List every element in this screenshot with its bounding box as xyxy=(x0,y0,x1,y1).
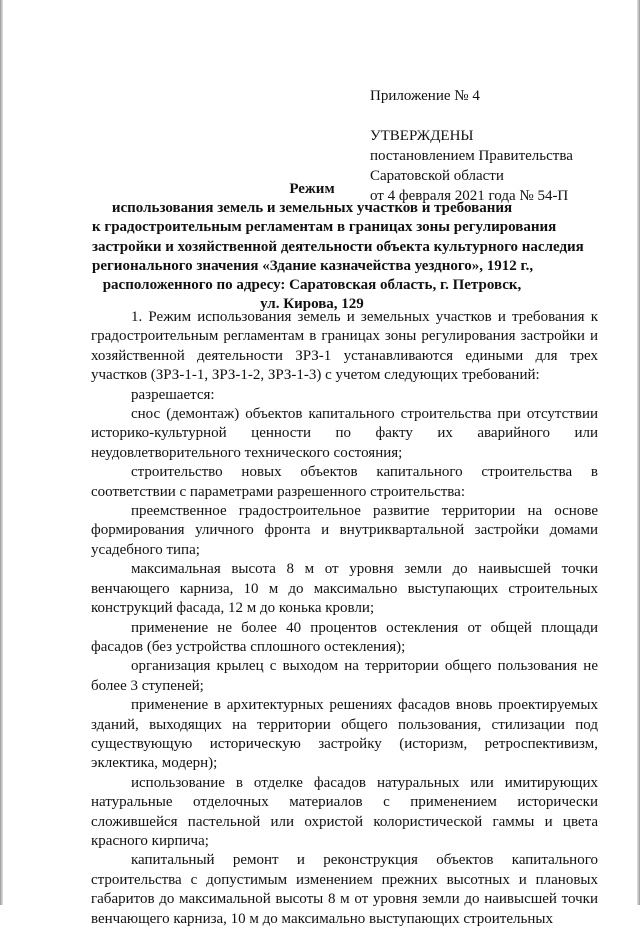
body-paragraph: применение в архитектурных решениях фасадов вновь проектируемых зданий, выходящих на территории общего пользования, стилизации под существующую историческую застройку (историзм, ретроспективизм, эклектика, модерн); xyxy=(91,697,598,772)
spacer xyxy=(370,106,620,126)
body-paragraph: строительство новых объектов капитального строительства в соответствии с параметрами разрешенного строительства: xyxy=(91,464,598,500)
title-line: к градостроительным регламентам в границах зоны регулирования xyxy=(92,219,557,236)
body-paragraph: 1. Режим использования земель и земельных участков и требования к градостроительным регламентам в границах зоны регулирования застройки и хозяйственной деятельности ЗРЗ-1 устанавливаются едиными для трех участков (ЗРЗ-1-1, ЗРЗ-1-2, ЗРЗ-1-3) с учетом следующих требований: xyxy=(91,309,598,384)
body-paragraph: преемственное градостроительное развитие территории на основе формирования уличного фронта и внутриквартальной застройки домами усадебного типа; xyxy=(91,503,598,558)
body-paragraph: разрешается: xyxy=(131,386,215,403)
approval-date-line: от 4 февраля 2021 года № 54-П xyxy=(370,188,569,204)
title-line: расположенного по адресу: Саратовская область, г. Петровск, xyxy=(102,277,522,294)
body-paragraph: капитальный ремонт и реконструкция объектов капитального строительства с допустимым изменением прежних высотных и плановых габаритов до максимальной высоты 8 м от уровня земли до наивысшей точки венчающего карниза, 10 м до максимально выступающих строительных xyxy=(91,852,598,927)
body-paragraph: применение не более 40 процентов остекления от общей площади фасадов (без устройства сплошного остекления); xyxy=(91,619,598,655)
body-paragraph: максимальная высота 8 м от уровня земли до наивысшей точки венчающего карниза, 10 м до максимально выступающих строительных конструкций фасада, 12 м до конька кровли; xyxy=(91,561,598,617)
body-paragraph: использование в отделке фасадов натуральных или имитирующих натуральные отделочных материалов с применением исторически сложившейся пастельной или охристой колористической гаммы и цвета красного кирпича; xyxy=(91,774,598,849)
scan-edge-left xyxy=(0,0,3,905)
body-paragraph: снос (демонтаж) объектов капитального строительства при отсутствии историко-культурной ценности по факту их аварийного или неудовлетворительного технического состояния; xyxy=(91,406,598,461)
appendix-number: Приложение № 4 xyxy=(370,88,480,104)
document-title xyxy=(92,180,584,314)
approval-line: Саратовской области xyxy=(370,168,504,184)
title-line: застройки и хозяйственной деятельности объекта культурного наследия xyxy=(92,238,584,255)
title-line: Режим xyxy=(289,181,335,197)
title-line: ул. Кирова, 129 xyxy=(260,296,364,313)
document-body xyxy=(91,308,598,929)
approval-line: постановлением Правительства xyxy=(370,148,573,164)
body-paragraph: организация крылец с выходом на территории общего пользования не более 3 ступеней; xyxy=(91,658,598,694)
title-line: регионального значения «Здание казначейства уездного», 1912 г., xyxy=(92,257,534,274)
title-line: использования земель и земельных участков и требования xyxy=(111,200,513,217)
approved-label: УТВЕРЖДЕНЫ xyxy=(370,128,474,144)
